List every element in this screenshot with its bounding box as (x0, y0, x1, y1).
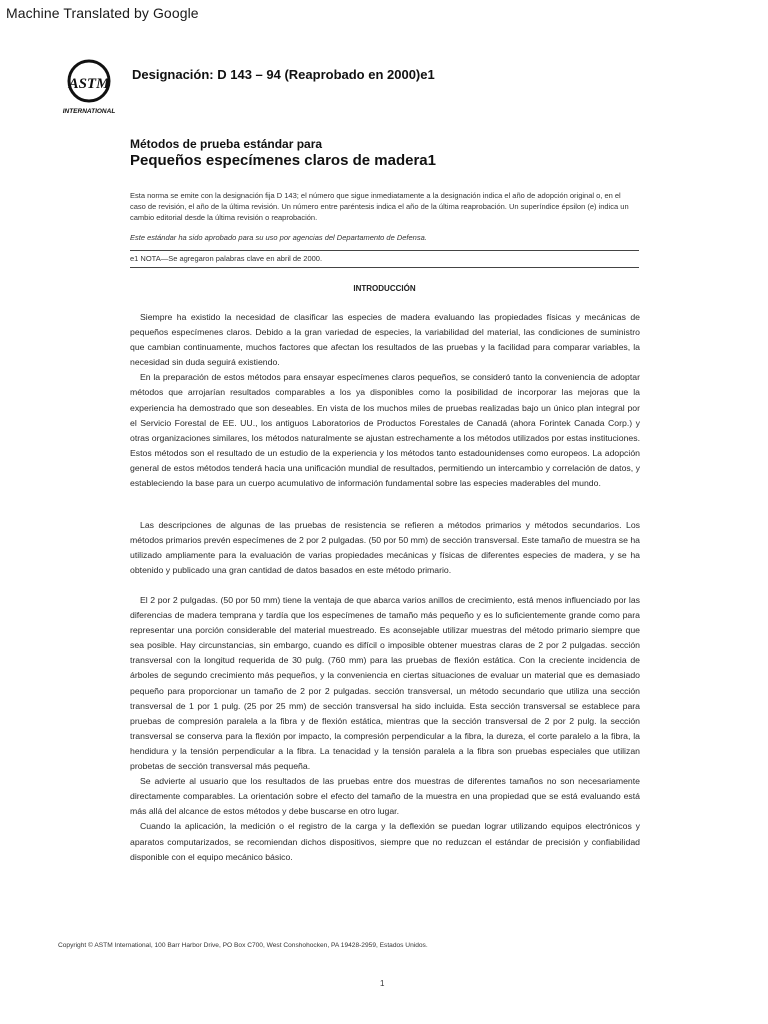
logo-wordmark: ASTM (68, 76, 110, 92)
intro-block-2 (130, 518, 640, 578)
logo-subtext: INTERNATIONAL (62, 108, 116, 115)
paragraph: En la preparación de estos métodos para ensayar especímenes claros pequeños, se consideró tanto la conveniencia de adoptar métodos que arrojarían resultados comparables a los ya disponibles como la posibilidad de incorporar las mejoras que la experiencia ha demostrado que son deseables. En vista de los muchos miles de pruebas realizadas bajo un único plan integral por el Servicio Forestal de EE. UU., los antiguos Laboratorios de Productos Forestales de Canadá (ahora Forintek Canada Corp.) y otras organizaciones similares, los métodos naturalmente se ajustan estrechamente a los métodos utilizados por estas instituciones. Estos métodos son el resultado de un estudio de la experiencia y los métodos tanto estadounidenses como europeos. La adopción general de estos métodos tenderá hacia una unificación mundial de resultados, permitiendo un intercambio y correlación de datos, y estableciendo la base para un cuerpo acumulativo de información fundamental sobre las especies maderables del mundo. (130, 372, 640, 489)
page-number: 1 (380, 979, 385, 988)
divider (130, 267, 639, 268)
title-prefix: Métodos de prueba estándar para (130, 137, 323, 151)
paragraph: Las descripciones de algunas de las pruebas de resistencia se refieren a métodos primarios y métodos secundarios. Los métodos primarios prevén especímenes de 2 por 2 pulgadas. (50 por 50 mm) de sección transversal. Este tamaño de muestra se ha utilizado ampliamente para la evaluación de varias propiedades mecánicas y físicas de diferentes especies de madera, y se ha obtenido y publicado una gran cantidad de datos basados en este método primario. (130, 520, 640, 576)
paragraph: Se advierte al usuario que los resultados de las pruebas entre dos muestras de diferentes tamaños no son necesariamente directamente comparables. La orientación sobre el efecto del tamaño de la muestra en una propiedad que se está evaluando está más allá del alcance de estos métodos y debe buscarse en otro lugar. (130, 776, 640, 817)
intro-block-3 (130, 593, 640, 865)
designation-notice: Esta norma se emite con la designación fija D 143; el número que sigue inmediatamente a la designación indica el año de adopción original o, en el caso de revisión, el año de la última revisión. Un número entre paréntesis indica el año de la última reaprobación. Un superíndice épsilon (e) indica un cambio editorial desde la última revisión o reaprobación. (130, 191, 629, 222)
divider (130, 250, 639, 251)
translation-banner: Machine Translated by Google (6, 5, 199, 21)
section-heading: INTRODUCCIÓN (353, 284, 416, 293)
designation: Designación: D 143 – 94 (Reaprobado en 2000)e1 (132, 67, 435, 82)
document-title: Pequeños especímenes claros de madera1 (130, 152, 436, 169)
astm-logo (59, 57, 123, 117)
paragraph: El 2 por 2 pulgadas. (50 por 50 mm) tiene la ventaja de que abarca varios anillos de crecimiento, está menos influenciado por las diferencias de madera temprana y tardía que los especímenes de tamaño más pequeño y es lo suficientemente grande como para representar una porción considerable del material muestreado. Es aconsejable utilizar muestras del método primario siempre que sea posible. Hay circunstancias, sin embargo, cuando es difícil o imposible obtener muestras claras de 2 por 2 pulgadas. sección transversal con la longitud requerida de 30 pulg. (760 mm) para las pruebas de flexión estática. Con la creciente incidencia de árboles de segundo crecimiento más pequeños, y la conveniencia en ciertas situaciones de evaluar un material que es demasiado pequeño para proporcionar un tamaño de 2 por 2 pulgadas. sección transversal, un método secundario que utiliza una sección transversal de 1 por 1 pulg. (25 por 25 mm) de sección transversal ha sido incluida. Esta sección transversal se establece para pruebas de compresión paralela a la fibra y de flexión estática, mientras que la sección transversal de 2 por 2 pulg. la sección transversal se conserva para la flexión por impacto, la compresión perpendicular a la fibra, la dureza, el corte paralelo a la fibra, la hendidura y la tensión perpendicular a la fibra. La tenacidad y la tensión paralela a la fibra son pruebas especiales que utilizan probetas de sección transversal más pequeña. (130, 595, 640, 772)
paragraph: Siempre ha existido la necesidad de clasificar las especies de madera evaluando las propiedades físicas y mecánicas de pequeños especímenes claros. Debido a la gran variedad de especies, la variabilidad del material, las condiciones de suministro que cambian continuamente, muchos factores que afectan los resultados de las pruebas y la facilidad para comparar variables, la necesidad sin duda seguirá existiendo. (130, 312, 640, 368)
paragraph: Cuando la aplicación, la medición o el registro de la carga y la deflexión se puedan lograr utilizando equipos electrónicos y aparatos computarizados, se recomiendan dichos dispositivos, siempre que no reduzcan el estándar de precisión y confiabilidad disponible con el equipo mecánico básico. (130, 821, 640, 862)
copyright-footer: Copyright © ASTM International, 100 Barr Harbor Drive, PO Box C700, West Conshohocken, PA 19428-2959, Estados Unidos. (58, 942, 428, 949)
approval-statement: Este estándar ha sido aprobado para su uso por agencias del Departamento de Defensa. (130, 233, 427, 242)
intro-block-1 (130, 310, 640, 491)
editorial-note: e1 NOTA—Se agregaron palabras clave en abril de 2000. (130, 254, 323, 263)
